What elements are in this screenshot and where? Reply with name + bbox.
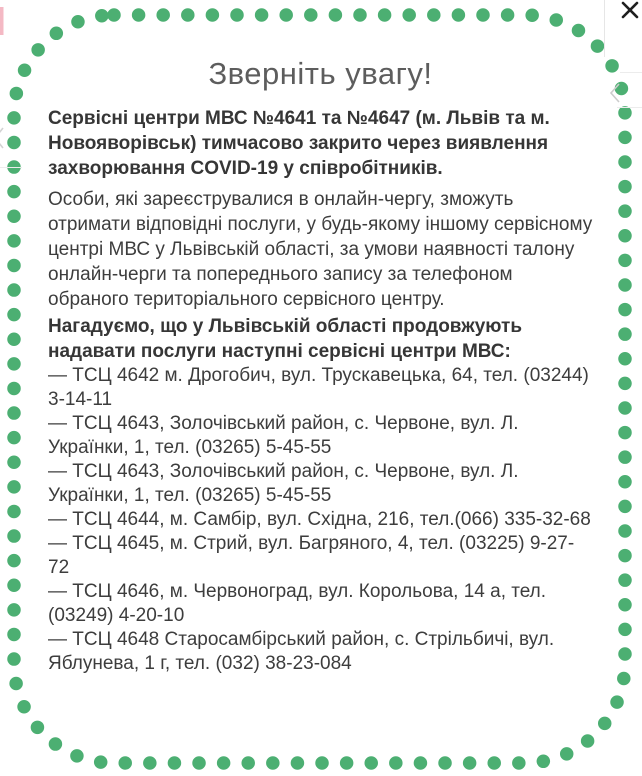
alert-paragraph: Сервісні центри МВС №4641 та №4647 (м. Львів та м. Новояворівськ) тимчасово закрито через виявлення захворювання COVID-19 у співробітників.: [48, 108, 550, 179]
center-list-item: — ТСЦ 4643, Золочівський район, с. Червоне, вул. Л. Українки, 1, тел. (03265) 5-45-55: [48, 413, 519, 458]
center-list-item: — ТСЦ 4645, м. Стрий, вул. Багряного, 4, тел. (03225) 9-27-72: [48, 533, 575, 578]
center-list-item: — ТСЦ 4643, Золочівський район, с. Червоне, вул. Л. Українки, 1, тел. (03265) 5-45-55: [48, 461, 519, 506]
left-edge-chevron-icon[interactable]: [0, 128, 3, 148]
carousel-prev-chevron-icon[interactable]: [611, 84, 619, 102]
modal-content: [48, 56, 593, 676]
center-list-item: — ТСЦ 4642 м. Дрогобич, вул. Трускавецька, 64, тел. (03244) 3-14-11: [48, 365, 589, 410]
center-list-item: — ТСЦ 4648 Старосамбірський район, с. Стрільбичі, вул. Яблунева, 1 г, тел. (032) 38-23-084: [48, 629, 555, 674]
close-button[interactable]: [620, 0, 640, 20]
centers-intro: Нагадуємо, що у Львівській області продовжують надавати послуги наступні сервісні центри МВС:: [48, 316, 523, 362]
centers-list: [48, 364, 593, 676]
close-icon: [620, 0, 640, 20]
center-list-item: — ТСЦ 4644, м. Самбір, вул. Східна, 216, тел.(066) 335-32-68: [48, 509, 591, 530]
info-paragraph: Особи, які зареєструвалися в онлайн-чергу, зможуть отримати відповідні послуги, у будь-якому іншому сервісному центрі МВС у Львівській області, за умови наявності талону онлайн-черги та попереднього запису за телефоном обраного територіального сервісного центру.: [48, 189, 593, 310]
center-list-item: — ТСЦ 4646, м. Червоноград, вул. Корольова, 14 а, тел. (03249) 4-20-10: [48, 581, 547, 626]
modal-title: Зверніть увагу!: [208, 56, 433, 91]
pink-edge-sliver: [0, 7, 4, 35]
